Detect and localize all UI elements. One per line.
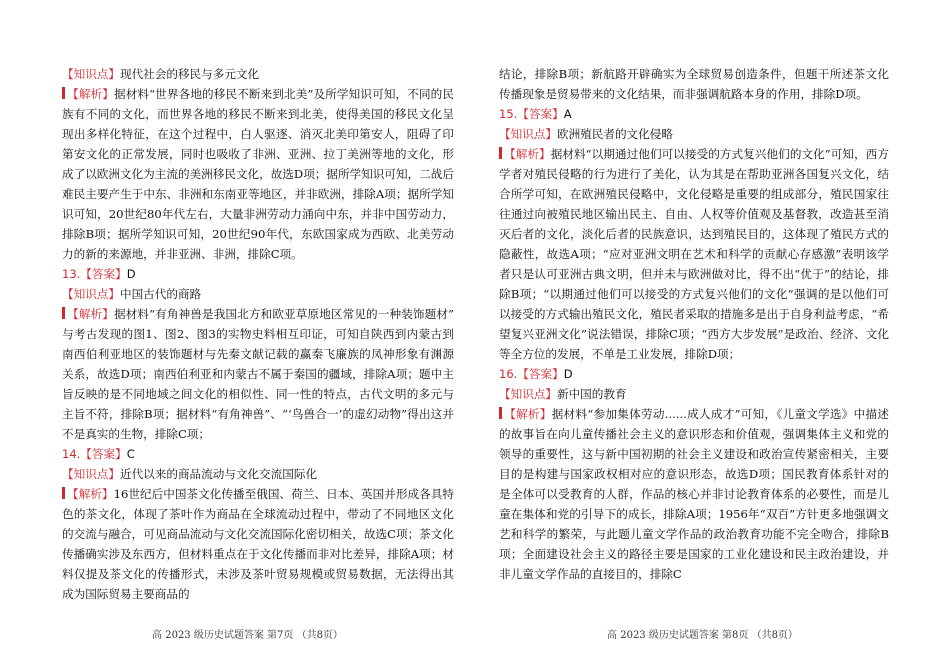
q13-answer: [62, 264, 454, 284]
page-right: [475, 0, 950, 671]
red-bar-marker: [62, 487, 65, 499]
q16-analysis: [499, 404, 889, 584]
knowledge-point-text: 中国古代的商路: [119, 287, 202, 301]
q14-analysis: [62, 484, 454, 604]
q15-knowledge-point: [499, 124, 889, 144]
answer-value: C: [126, 447, 135, 461]
q13-knowledge-point: [62, 284, 454, 304]
q12-block: [62, 64, 454, 264]
q15-block: [499, 104, 889, 364]
analysis-label-text: 【解析】: [67, 87, 114, 101]
question-number: 13.: [62, 267, 81, 281]
knowledge-point-label: 【知识点】: [62, 287, 120, 301]
q13-analysis: [62, 304, 454, 444]
left-column: [62, 64, 454, 604]
knowledge-point-text: 现代社会的移民与多元文化: [119, 67, 260, 81]
q16-block: [499, 364, 889, 584]
knowledge-point-text: 欧洲殖民者的文化侵略: [556, 127, 673, 141]
analysis-label-text: 【解析】: [67, 487, 114, 501]
analysis-label: [62, 487, 114, 501]
answer-value: D: [126, 267, 136, 281]
analysis-label-text: 【解析】: [504, 147, 551, 161]
red-bar-marker: [62, 87, 65, 99]
q14-analysis-continued: 结论，排除B项；新航路开辟确实为全球贸易创造条件，但题干所述茶文化传播现象是贸易带来的文化结果，而非强调航路本身的作用，排除D项。: [499, 67, 889, 101]
q13-block: [62, 264, 454, 444]
q14-answer: [62, 444, 454, 464]
analysis-label: [62, 307, 114, 321]
analysis-text: 16世纪后中国茶文化传播至俄国、荷兰、日本、英国并形成各具特色的茶文化，体现了茶叶作为商品在全球流动过程中，带动了不同地区文化的交流与融合，可见商品流动与文化交流国际化密切相关，故选C项；茶文化传播确实涉及东西方，但材料重点在于文化传播而非对比差异，排除A项；材料仅提及茶文化的传播形式，未涉及茶叶贸易规模或贸易数据，无法得出其成为国际贸易主要商品的: [62, 487, 454, 601]
question-number: 15.: [499, 107, 518, 121]
q15-analysis: [499, 144, 889, 364]
red-bar-marker: [499, 407, 502, 419]
answer-label: 【答案】: [80, 447, 127, 461]
knowledge-point-text: 新中国的教育: [556, 387, 627, 401]
answer-label: 【答案】: [80, 267, 127, 281]
answer-label: 【答案】: [517, 367, 564, 381]
knowledge-point-label: 【知识点】: [499, 387, 557, 401]
knowledge-point-label: 【知识点】: [499, 127, 557, 141]
answer-value: A: [563, 107, 572, 121]
knowledge-point-label: 【知识点】: [62, 67, 120, 81]
q14-block: [62, 444, 454, 604]
analysis-text: 据材料“世界各地的移民不断来到北美”及所学知识可知，不同的民族有不同的文化，而世界各地的移民不断来到北美，使得美国的移民文化呈现出多样化特征，在这个过程中，白人驱逐、消灭北美印第安人，阻碍了印第安文化的正常发展，同时也吸收了非洲、亚洲、拉丁美洲等地的文化，形成了以欧洲文化为主流的美洲移民文化，故选D项；据所学知识可知，二战后难民主要产生于中东、非洲和东南亚等地区，并非欧洲，排除A项；据所学知识可知，20世纪80年代左右，大量非洲劳动力涌向中东，并非中国劳动力，排除B项；据所学知识可知，20世纪90年代，东欧国家成为西欧、北美劳动力的新的来源地，并非亚洲、非洲，排除C项。: [62, 87, 454, 261]
q12-knowledge-point: [62, 64, 454, 84]
knowledge-point-label: 【知识点】: [62, 467, 120, 481]
analysis-text: 据材料“以期通过他们可以接受的方式复兴他们的文化”可知，西方学者对殖民侵略的行为进行了美化，认为其是在帮助亚洲各国复兴文化，结合所学可知，在欧洲殖民侵略中，文化侵略是重要的组成部分，殖民国家往往通过向被殖民地区输出民主、自由、人权等价值观及基督教，改造甚至消灭后者的文化，淡化后者的民族意识，达到殖民目的，这体现了殖民方式的隐蔽性，故选A项；“应对亚洲文明在艺术和科学的贡献心存感激”表明该学者只是认可亚洲古典文明，但并未与欧洲做对比，得不出“优于”的结论，排除B项；“以期通过他们可以接受的方式复兴他们的文化”强调的是以他们可以接受的方式输出殖民文化，殖民者采取的措施多是出于自身利益考虑，“希望复兴亚洲文化”说法错误，排除C项；“西方大步发展”是政治、经济、文化等全方位的发展，不单是工业发展，排除D项；: [499, 147, 889, 361]
analysis-text: 据材料“有角神兽是我国北方和欧亚草原地区常见的一种装饰题材” 与考古发现的图1、图2、图3的实物史料相互印证，可知自陕西到内蒙古到南西伯利亚地区的装饰题材与先秦文献记载的赢秦飞廉族的凤神形象有渊源关系，故选D项；南西伯利亚和内蒙古不属于秦国的疆域，排除A项；题中主旨反映的是不同地域之间文化的相似性、同一性的特点，古代文明的多元与主旨不符，排除B项；据材料“有角神兽”、“‘鸟兽合一’的虚幻动物”得出这并不是真实的生物，排除C项；: [62, 307, 454, 441]
page-footer: 高 2023 级历史试题答案 第8页 （共8页）: [607, 630, 798, 641]
analysis-text: 据材料“参加集体劳动......成人成才”可知，《儿童文学选》中描述的故事旨在向儿童传播社会主义的意识形态和价值观，强调集体主义和党的领导的重要性，这与新中国初期的社会主义建设和政治宣传紧密相关，主要目的是构建与国家政权相对应的意识形态，故选D项；国民教育体系针对的是全体可以受教育的人群，作品的核心并非讨论教育体系的必要性，而是儿童在集体和党的引导下的成长，排除A项；1956年“双百”方针更多地强调文艺和科学的繁荣，与此题儿童文学作品的政治教育功能不完全吻合，排除B项；全面建设社会主义的路径主要是国家的工业化建设和民主政治建设，并非儿童文学作品的直接目的，排除C: [499, 407, 889, 581]
q15-answer: [499, 104, 889, 124]
red-bar-marker: [499, 147, 502, 159]
question-number: 16.: [499, 367, 518, 381]
analysis-label-text: 【解析】: [67, 307, 114, 321]
red-bar-marker: [62, 307, 65, 319]
analysis-label: [62, 87, 114, 101]
answer-label: 【答案】: [517, 107, 564, 121]
analysis-label-text: 【解析】: [504, 407, 552, 421]
q14-knowledge-point: [62, 464, 454, 484]
page-footer: 高 2023 级历史试题答案 第7页 （共8页）: [152, 630, 343, 641]
right-column: [499, 64, 889, 584]
q16-knowledge-point: [499, 384, 889, 404]
analysis-label: [499, 407, 552, 421]
answer-value: D: [563, 367, 573, 381]
knowledge-point-text: 近代以来的商品流动与文化交流国际化: [119, 467, 318, 481]
q12-analysis: [62, 84, 454, 264]
question-number: 14.: [62, 447, 81, 461]
analysis-label: [499, 147, 551, 161]
q16-answer: [499, 364, 889, 384]
q14-continued-block: [499, 64, 889, 104]
